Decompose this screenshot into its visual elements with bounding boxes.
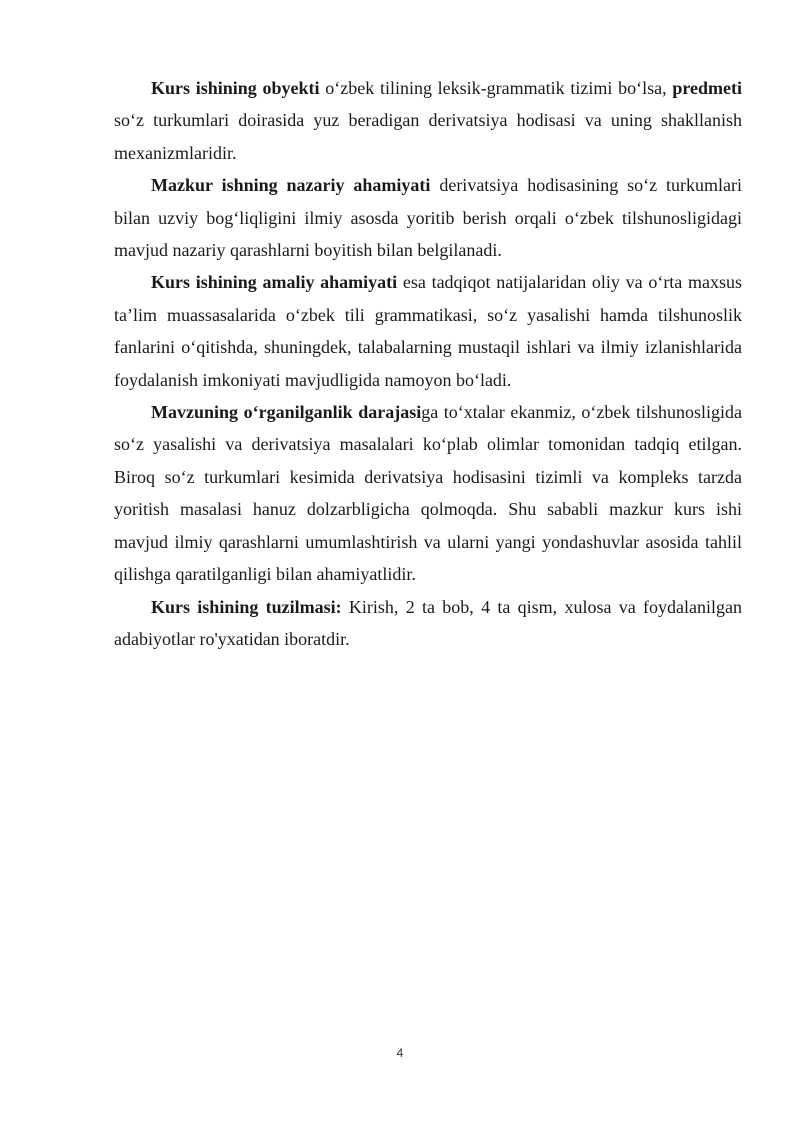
term-subject: predmeti (672, 78, 742, 98)
paragraph-practical-significance (114, 266, 742, 396)
paragraph-text: Kirish, 2 ta bob, 4 ta qism, xulosa va foydalanilgan adabiyotlar ro'yxatidan iboratdir. (114, 596, 742, 649)
paragraph-object-subject (114, 72, 742, 169)
paragraph-theoretical-significance (114, 169, 742, 266)
paragraph-structure (114, 591, 742, 656)
paragraph-text: o‘zbek tilining leksik-grammatik tizimi bo‘lsa, (319, 78, 673, 98)
paragraph-text: so‘z turkumlari doirasida yuz beradigan derivatsiya hodisasi va uning shakllanish mexanizmlaridir. (114, 110, 742, 163)
term-theoretical-significance: Mazkur ishning nazariy ahamiyati (151, 175, 431, 196)
paragraph-text: esa tadqiqot natijalaridan oliy va o‘rta maxsus ta’lim muassasalarida o‘zbek tili grammatikasi, so‘z yasalishi hamda tilshunoslik fanlarini o‘qitishda, shuningdek, talabalarning mustaqil ishlari va ilmiy izlanishlarida foydalanish imkoniyati mavjudligida namoyon bo‘ladi. (114, 272, 743, 390)
paragraph-degree-of-study (114, 396, 742, 590)
term-structure: Kurs ishining tuzilmasi: (151, 596, 342, 617)
term-object: Kurs ishining obyekti (151, 78, 320, 98)
page-number: 4 (396, 1046, 404, 1060)
body-text (114, 72, 742, 655)
term-degree-of-study: Mavzuning o‘rganilganlik darajasi (151, 402, 422, 423)
paragraph-text: derivatsiya hodisasining so‘z turkumlari bilan uzviy bog‘liqligini ilmiy asosda yoritib berish orqali o‘zbek tilshunosligidagi mavjud nazariy qarashlarni boyitish bilan belgilanadi. (114, 175, 742, 261)
term-practical-significance: Kurs ishining amaliy ahamiyati (151, 272, 398, 293)
paragraph-text: ga to‘xtalar ekanmiz, o‘zbek tilshunosligida so‘z yasalishi va derivatsiya masalalari ko‘plab olimlar tomonidan tadqiq etilgan. Biroq so‘z turkumlari kesimida derivatsiya hodisasini tizimli va kompleks tarzda yoritish masalasi hanuz dolzarbligicha qolmoqda. Shu sababli mazkur kurs ishi mavjud ilmiy qarashlarni umumlashtirish va ularni yangi yondashuvlar asosida tahlil qilishga qaratilganligi bilan ahamiyatlidir. (114, 402, 742, 585)
